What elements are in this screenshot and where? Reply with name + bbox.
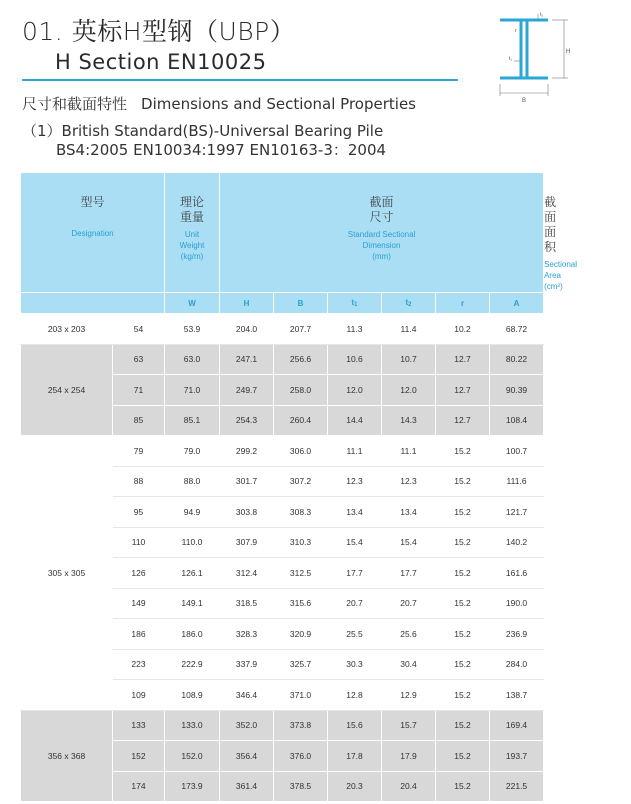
value-cell-w: 152.0 (165, 741, 220, 772)
mass-cell: 174 (113, 771, 165, 802)
mass-cell: 133 (113, 710, 165, 741)
value-cell-a: 221.5 (490, 771, 544, 802)
value-cell-t2: 17.7 (382, 558, 436, 589)
diagram-label-t1: t₁ (509, 56, 513, 62)
value-cell-b: 258.0 (274, 375, 328, 406)
mass-cell: 85 (113, 405, 165, 436)
spec-table: 型号 Designation 理论 重量 Unit Weight (kg/m) 截面 尺寸 Standard Sectional Dimension (mm) 截面 面积 Sectional Area (cm²) W H B t1 t2 r A 203 x 203 54 53.9 204.0 207.7 11.3 11.4 10.2 68.72 254 x 254 63 63.0 247.1 256.6 10.6 10.7 12.7 80.22 71 71.0 249.7 258.0 12.0 12.0 12.7 90.39 85 85.1 254.3 260.4 14.4 14.3 12.7 108.4 305 x 305 79 79.0 299.2 306.0 11.1 11.1 15.2 100.7 88 88.0 301.7 307.2 12.3 12.3 15.2 111.6 95 94.9 303.8 308.3 13.4 13.4 15.2 121.7 110 110.0 307.9 310.3 15.4 15.4 15.2 140.2 126 126.1 312.4 312.5 17.7 17.7 15.2 161.6 149 149.1 318.5 315.6 20.7 20.7 15.2 190.0 186 186.0 328.3 320.9 25.5 25.6 15.2 236.9 223 222.9 337.9 325.7 30.3 30.4 15.2 284.0 109 108.9 346.4 371.0 12.8 12.9 15.2 138.7 356 x 368 133 133.0 352.0 373.8 15.6 15.7 15.2 169.4 152 152.0 356.4 376.0 17.8 17.9 15.2 193.7 174 173.9 361.4 378.5 20.3 20.4 15.2 221.5 (20, 172, 544, 802)
value-cell-w: 108.9 (165, 680, 220, 711)
value-cell-w: 94.9 (165, 497, 220, 528)
value-cell-r: 15.2 (436, 527, 490, 558)
value-cell-w: 173.9 (165, 771, 220, 802)
value-cell-w: 110.0 (165, 527, 220, 558)
diagram-label-t2: t₂ (540, 12, 544, 18)
value-cell-b: 256.6 (274, 344, 328, 375)
section-heading-en: Dimensions and Sectional Properties (141, 95, 416, 113)
table-row (21, 344, 544, 375)
value-cell-t2: 12.9 (382, 680, 436, 711)
designation-cell: 305 x 305 (21, 436, 113, 711)
value-cell-b: 307.2 (274, 466, 328, 497)
mass-cell: 109 (113, 680, 165, 711)
value-cell-r: 12.7 (436, 375, 490, 406)
value-cell-a: 68.72 (490, 314, 544, 345)
value-cell-b: 315.6 (274, 588, 328, 619)
mass-cell: 63 (113, 344, 165, 375)
mass-cell: 223 (113, 649, 165, 680)
value-cell-r: 15.2 (436, 649, 490, 680)
value-cell-t1: 20.7 (328, 588, 382, 619)
value-cell-a: 80.22 (490, 344, 544, 375)
table-row (21, 314, 544, 345)
value-cell-h: 356.4 (220, 741, 274, 772)
value-cell-h: 361.4 (220, 771, 274, 802)
header-dimension-cn: 截面 尺寸 (369, 195, 394, 224)
value-cell-t1: 14.4 (328, 405, 382, 436)
value-cell-t1: 25.5 (328, 619, 382, 650)
unit-t1-label: t (351, 298, 355, 307)
value-cell-t2: 15.4 (382, 527, 436, 558)
value-cell-b: 378.5 (274, 771, 328, 802)
value-cell-a: 190.0 (490, 588, 544, 619)
header-designation-en: Designation (71, 229, 114, 238)
value-cell-r: 15.2 (436, 710, 490, 741)
value-cell-t1: 12.8 (328, 680, 382, 711)
h-section-diagram (492, 6, 582, 106)
value-cell-b: 325.7 (274, 649, 328, 680)
value-cell-a: 193.7 (490, 741, 544, 772)
value-cell-a: 236.9 (490, 619, 544, 650)
value-cell-w: 186.0 (165, 619, 220, 650)
value-cell-t1: 11.3 (328, 314, 382, 345)
page-title: 01. 英标H型钢（UBP） (22, 17, 296, 46)
value-cell-t2: 11.4 (382, 314, 436, 345)
value-cell-a: 108.4 (490, 405, 544, 436)
value-cell-r: 15.2 (436, 558, 490, 589)
value-cell-t1: 17.8 (328, 741, 382, 772)
value-cell-t2: 10.7 (382, 344, 436, 375)
spec-table-body (21, 314, 544, 802)
value-cell-r: 12.7 (436, 405, 490, 436)
value-cell-w: 53.9 (165, 314, 220, 345)
header-designation (21, 173, 165, 293)
value-cell-w: 133.0 (165, 710, 220, 741)
value-cell-t2: 12.3 (382, 466, 436, 497)
value-cell-t2: 20.7 (382, 588, 436, 619)
value-cell-t2: 17.9 (382, 741, 436, 772)
value-cell-a: 111.6 (490, 466, 544, 497)
value-cell-h: 299.2 (220, 436, 274, 467)
standard-line-2: BS4:2005 EN10034:1997 EN10163-3：2004 (56, 141, 387, 159)
value-cell-a: 90.39 (490, 375, 544, 406)
value-cell-b: 373.8 (274, 710, 328, 741)
value-cell-b: 371.0 (274, 680, 328, 711)
mass-cell: 110 (113, 527, 165, 558)
value-cell-a: 161.6 (490, 558, 544, 589)
value-cell-t1: 13.4 (328, 497, 382, 528)
unit-h: H (220, 293, 274, 314)
value-cell-t1: 12.0 (328, 375, 382, 406)
value-cell-w: 88.0 (165, 466, 220, 497)
value-cell-r: 15.2 (436, 466, 490, 497)
value-cell-h: 346.4 (220, 680, 274, 711)
mass-cell: 126 (113, 558, 165, 589)
mass-cell: 186 (113, 619, 165, 650)
value-cell-h: 352.0 (220, 710, 274, 741)
value-cell-h: 204.0 (220, 314, 274, 345)
page-subtitle: H Section EN10025 (55, 50, 267, 74)
unit-w: W (165, 293, 220, 314)
unit-b: B (274, 293, 328, 314)
value-cell-t1: 11.1 (328, 436, 382, 467)
designation-cell: 356 x 368 (21, 710, 113, 802)
header-dimension (220, 173, 544, 293)
section-heading-cn: 尺寸和截面特性 (22, 95, 128, 113)
value-cell-h: 328.3 (220, 619, 274, 650)
value-cell-h: 249.7 (220, 375, 274, 406)
diagram-label-h: H (566, 49, 571, 55)
value-cell-a: 140.2 (490, 527, 544, 558)
section-heading (22, 93, 416, 114)
unit-t2: t2 (382, 293, 436, 314)
value-cell-w: 71.0 (165, 375, 220, 406)
mass-cell: 54 (113, 314, 165, 345)
header-weight (165, 173, 220, 293)
value-cell-r: 15.2 (436, 497, 490, 528)
value-cell-h: 254.3 (220, 405, 274, 436)
value-cell-h: 337.9 (220, 649, 274, 680)
value-cell-h: 303.8 (220, 497, 274, 528)
value-cell-r: 15.2 (436, 619, 490, 650)
value-cell-t1: 20.3 (328, 771, 382, 802)
mass-cell: 149 (113, 588, 165, 619)
designation-cell: 203 x 203 (21, 314, 113, 345)
unit-a: A (490, 293, 544, 314)
header-weight-cn: 理论 重量 (179, 195, 204, 224)
value-cell-t2: 25.6 (382, 619, 436, 650)
table-row (21, 436, 544, 467)
value-cell-w: 149.1 (165, 588, 220, 619)
header-designation-cn: 型号 (80, 195, 105, 209)
table-row (21, 710, 544, 741)
title-underline (22, 79, 458, 81)
value-cell-h: 312.4 (220, 558, 274, 589)
value-cell-b: 312.5 (274, 558, 328, 589)
value-cell-t1: 10.6 (328, 344, 382, 375)
value-cell-t2: 30.4 (382, 649, 436, 680)
value-cell-r: 10.2 (436, 314, 490, 345)
value-cell-a: 100.7 (490, 436, 544, 467)
value-cell-t2: 11.1 (382, 436, 436, 467)
value-cell-h: 307.9 (220, 527, 274, 558)
mass-cell: 152 (113, 741, 165, 772)
mass-cell: 95 (113, 497, 165, 528)
value-cell-w: 222.9 (165, 649, 220, 680)
unit-blank (21, 293, 165, 314)
header-dimension-en: Standard Sectional Dimension (mm) (347, 230, 416, 261)
value-cell-a: 169.4 (490, 710, 544, 741)
unit-t1: t1 (328, 293, 382, 314)
value-cell-h: 301.7 (220, 466, 274, 497)
value-cell-r: 15.2 (436, 741, 490, 772)
value-cell-h: 247.1 (220, 344, 274, 375)
value-cell-r: 12.7 (436, 344, 490, 375)
standard-line-1: （1）British Standard(BS)-Universal Bearing Pile (22, 122, 384, 140)
value-cell-r: 15.2 (436, 680, 490, 711)
value-cell-w: 79.0 (165, 436, 220, 467)
value-cell-t2: 20.4 (382, 771, 436, 802)
value-cell-t2: 13.4 (382, 497, 436, 528)
mass-cell: 88 (113, 466, 165, 497)
value-cell-w: 63.0 (165, 344, 220, 375)
value-cell-h: 318.5 (220, 588, 274, 619)
value-cell-t1: 15.4 (328, 527, 382, 558)
value-cell-b: 308.3 (274, 497, 328, 528)
mass-cell: 79 (113, 436, 165, 467)
header-weight-en: Unit Weight (kg/m) (179, 230, 205, 261)
value-cell-b: 320.9 (274, 619, 328, 650)
unit-r: r (436, 293, 490, 314)
value-cell-t2: 12.0 (382, 375, 436, 406)
value-cell-w: 85.1 (165, 405, 220, 436)
value-cell-r: 15.2 (436, 588, 490, 619)
diagram-label-r: r (515, 28, 517, 34)
unit-t2-label: t (405, 298, 409, 307)
designation-cell: 254 x 254 (21, 344, 113, 436)
mass-cell: 71 (113, 375, 165, 406)
value-cell-b: 376.0 (274, 741, 328, 772)
value-cell-t1: 15.6 (328, 710, 382, 741)
value-cell-a: 138.7 (490, 680, 544, 711)
value-cell-t2: 15.7 (382, 710, 436, 741)
value-cell-r: 15.2 (436, 771, 490, 802)
standard-reference (22, 122, 386, 160)
value-cell-b: 260.4 (274, 405, 328, 436)
value-cell-b: 310.3 (274, 527, 328, 558)
value-cell-a: 121.7 (490, 497, 544, 528)
value-cell-b: 207.7 (274, 314, 328, 345)
value-cell-r: 15.2 (436, 436, 490, 467)
value-cell-t1: 17.7 (328, 558, 382, 589)
diagram-label-b: B (522, 98, 527, 104)
value-cell-t1: 12.3 (328, 466, 382, 497)
value-cell-w: 126.1 (165, 558, 220, 589)
value-cell-t1: 30.3 (328, 649, 382, 680)
value-cell-a: 284.0 (490, 649, 544, 680)
value-cell-t2: 14.3 (382, 405, 436, 436)
value-cell-b: 306.0 (274, 436, 328, 467)
